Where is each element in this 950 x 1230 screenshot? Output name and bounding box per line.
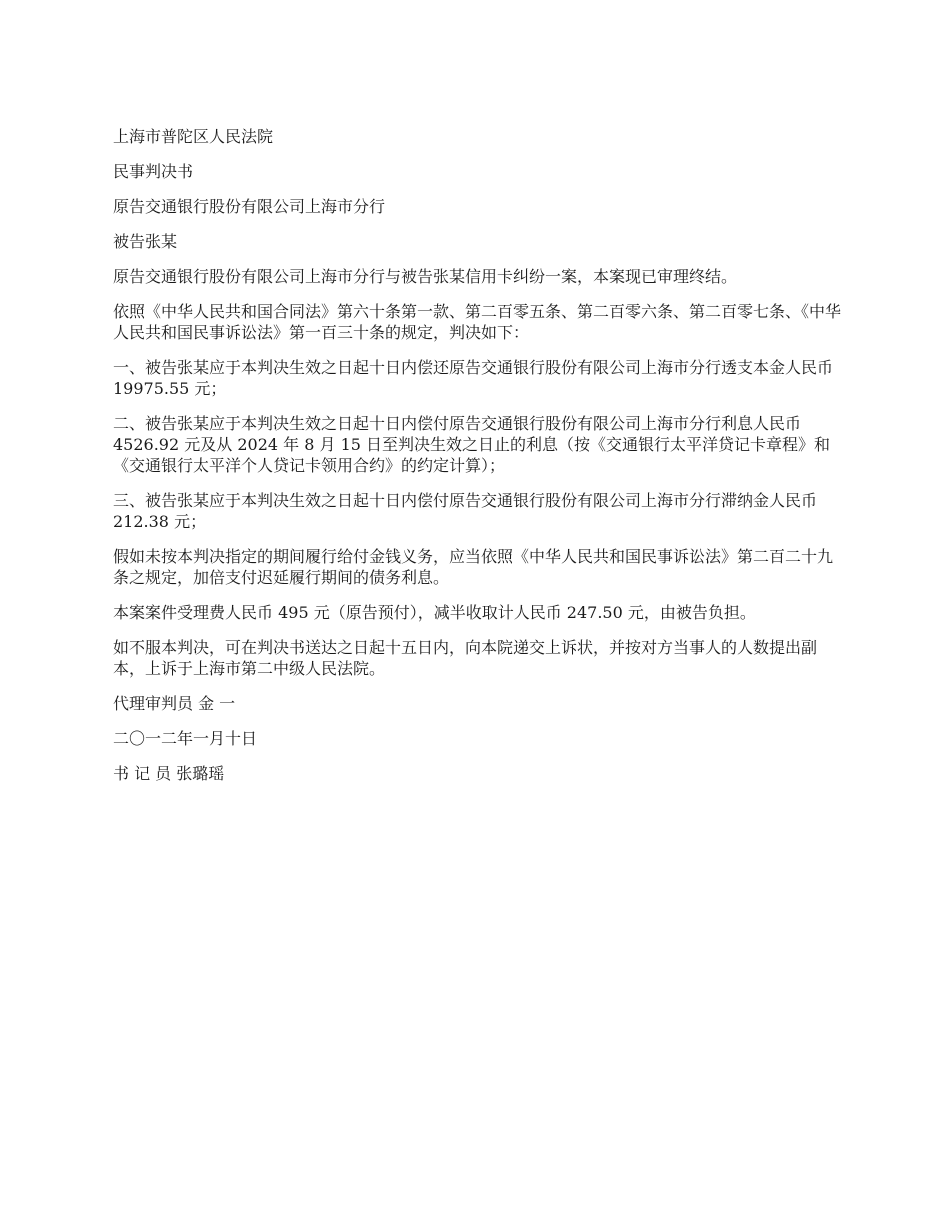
court-name: 上海市普陀区人民法院 (113, 127, 274, 146)
document-type: 民事判决书 (113, 162, 194, 181)
plaintiff-line: 原告交通银行股份有限公司上海市分行 (113, 197, 386, 216)
judgment-date: 二〇一二年一月十日 (113, 729, 258, 748)
delay-interest-clause: 假如未按本判决指定的期间履行给付金钱义务，应当依照《中华人民共和国民事诉讼法》第二百二十九条之规定，加倍支付迟延履行期间的债务利息。 (113, 547, 834, 587)
legal-basis: 依照《中华人民共和国合同法》第六十条第一款、第二百零五条、第二百零六条、第二百零七条、《中华人民共和国民事诉讼法》第一百三十条的规定，判决如下： (113, 302, 842, 342)
judgment-document (113, 126, 843, 798)
case-intro: 原告交通银行股份有限公司上海市分行与被告张某信用卡纠纷一案，本案现已审理终结。 (113, 267, 738, 286)
ruling-item-1: 一、被告张某应于本判决生效之日起十日内偿还原告交通银行股份有限公司上海市分行透支本金人民币 19975.55 元； (113, 358, 834, 398)
ruling-item-3: 三、被告张某应于本判决生效之日起十日内偿付原告交通银行股份有限公司上海市分行滞纳金人民币 212.38 元； (113, 491, 818, 531)
ruling-item-2: 二、被告张某应于本判决生效之日起十日内偿付原告交通银行股份有限公司上海市分行利息人民币 4526.92 元及从 2024 年 8 月 15 日至判决生效之日止的利息（按《交通银行太平洋贷记卡章程》和《交通银行太平洋个人贷记卡领用合约》的约定计算）； (113, 414, 831, 475)
defendant-line: 被告张某 (113, 232, 178, 251)
clerk-signature: 书 记 员 张璐瑶 (113, 764, 225, 783)
appeal-clause: 如不服本判决，可在判决书送达之日起十五日内，向本院递交上诉状，并按对方当事人的人数提出副本，上诉于上海市第二中级人民法院。 (113, 638, 818, 678)
judge-signature: 代理审判员 金 一 (113, 694, 236, 713)
court-fee-clause: 本案案件受理费人民币 495 元（原告预付），减半收取计人民币 247.50 元，由被告负担。 (113, 603, 756, 622)
